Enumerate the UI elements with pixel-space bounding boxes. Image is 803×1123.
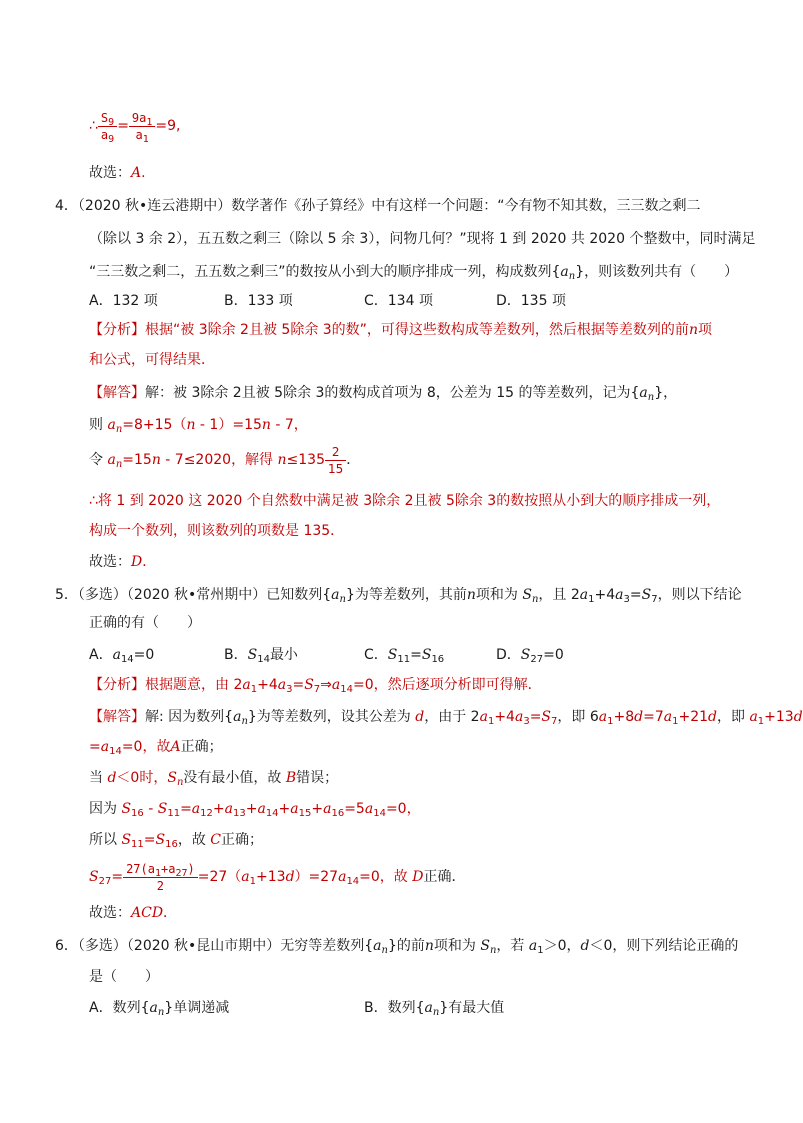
q4-solution-line3: 令 $a_n=15n - 7\le 2020$，解得 n≤135 $\frac{2}{15}$ ． xyxy=(89,444,361,476)
q5-option-a: A．$a_{14}=0$ xyxy=(89,647,155,665)
q4-option-b: B．133 项 xyxy=(224,293,293,309)
q4-analysis-line1: 【分析】根据“被 3除余 2且被 5除余 3的数”，可得这些数构成等差数列，然后根据等差数列的前n项 xyxy=(89,322,712,338)
q4-solution-line2: 则 $a_n=8+15(n - 1)=15n - 7$， xyxy=(89,417,308,435)
q4-stem-line3: “三三数之剩二，五五数之剩三”的数按从小到大的顺序排成一列，构成数列$\{a_n\}$，则该数列共有（ ） xyxy=(89,264,739,282)
q5-option-c: C．$S_{11}=S_{16}$ xyxy=(364,647,445,665)
fraction-27-sum-over-2: $\frac{27(a_1+a_{27})}{2}$ xyxy=(123,861,198,894)
q4-solution-line1: 【解答】解：被 3除余 2且被 5除余 3的数构成首项为 8，公差为 15 的等差数列，记为$\{a_n\}$， xyxy=(89,385,678,403)
q4-option-a: A．132 项 xyxy=(89,293,158,309)
q4-conclusion-line1: ∴将 1 到 2020 这 2020 个自然数中满足被 3除余 2且被 5除余 3的数按照从小到大的顺序排成一列， xyxy=(89,493,721,509)
q5-solution-line3: 当 d＜0时，$S_n$没有最小值，故 B错误； xyxy=(89,770,339,788)
q5-answer: 故选：ACD． xyxy=(89,905,178,921)
q6-option-b: B．数列$\{a_n\}$有最大值 xyxy=(364,1000,505,1018)
q4-analysis-line2: 和公式，可得结果． xyxy=(89,352,215,368)
q5-option-b: B．$S_{14}$最小 xyxy=(224,647,298,665)
fraction-9a1-over-a1: $\frac{9a_1}{a_1}$ xyxy=(129,110,155,143)
q4-conclusion-line2: 构成一个数列，则该数列的项数是 135． xyxy=(89,523,345,539)
q4-stem-line1: 4．（2020 秋•连云港期中）数学著作《孙子算经》中有这样一个问题：“今有物不知其数，三三数之剩二 xyxy=(55,198,701,214)
q5-solution-line4: 因为 $S_{16} - S_{11}=a_{12}+a_{13}+a_{14}+a_{15}+a_{16}=5a_{14}=0$， xyxy=(89,801,421,819)
q5-solution-line5: 所以 $S_{11}=S_{16}$，故 C正确； xyxy=(89,832,264,850)
q5-option-d: D．$S_{27}=0$ xyxy=(496,647,564,665)
top-answer: 故选：A. xyxy=(89,165,146,181)
q4-stem-line2: （除以 3 余 2），五五数之剩三（除以 5 余 3），问物几何？”现将 1 到 2020 共 2020 个整数中，同时满足 xyxy=(89,231,756,247)
q4-option-d: D．135 项 xyxy=(496,293,566,309)
q6-stem-line2: 是（ ） xyxy=(89,969,159,985)
q5-stem-line2: 正确的有（ ） xyxy=(89,615,201,631)
therefore-symbol: ∴ xyxy=(89,118,98,134)
q5-solution-line1: 【解答】解: 因为数列$\{a_n\}$为等差数列，设其公差为 d，由于 $2a_1+4a_3=S_7$，即 $6a_1+8d=7a_1+21d$，即 $a_1+13d$ xyxy=(89,709,803,727)
fraction-2-over-15: $\frac{2}{15}$ xyxy=(325,444,346,477)
q4-answer: 故选：D． xyxy=(89,554,157,570)
q5-solution-line2: $=a_{14}=0$，故A正确； xyxy=(89,739,223,757)
fraction-s9-over-a9: $\frac{S_9}{a_9}$ xyxy=(98,110,117,143)
q4-option-c: C．134 项 xyxy=(364,293,433,309)
q5-analysis: 【分析】根据题意，由 $2a_1+4a_3=S_7\Rightarrow a_{14}=0$，然后逐项分析即可得解． xyxy=(89,677,542,695)
q6-stem-line1: 6．（多选）（2020 秋•昆山市期中）无穷等差数列$\{a_n\}$的前n项和为 $S_n$，若 $a_1>0$，d＜0，则下列结论正确的 xyxy=(55,938,739,956)
top-formula: ∴ $\frac{S_9}{a_9}$ = $\frac{9a_1}{a_1}$ =9, xyxy=(89,110,181,145)
q5-solution-line6: $S_{27}=$ $\frac{27(a_1+a_{27})}{2}$ $=27(a_1+13d)=27a_{14}=0$，故 D正确． xyxy=(89,861,466,893)
q6-option-a: A．数列$\{a_n\}$单调递减 xyxy=(89,1000,230,1018)
q5-stem-line1: 5．（多选）（2020 秋•常州期中）已知数列$\{a_n\}$为等差数列，其前n项和为 $S_n$，且 $2a_1+4a_3=S_7$，则以下结论 xyxy=(55,587,742,605)
